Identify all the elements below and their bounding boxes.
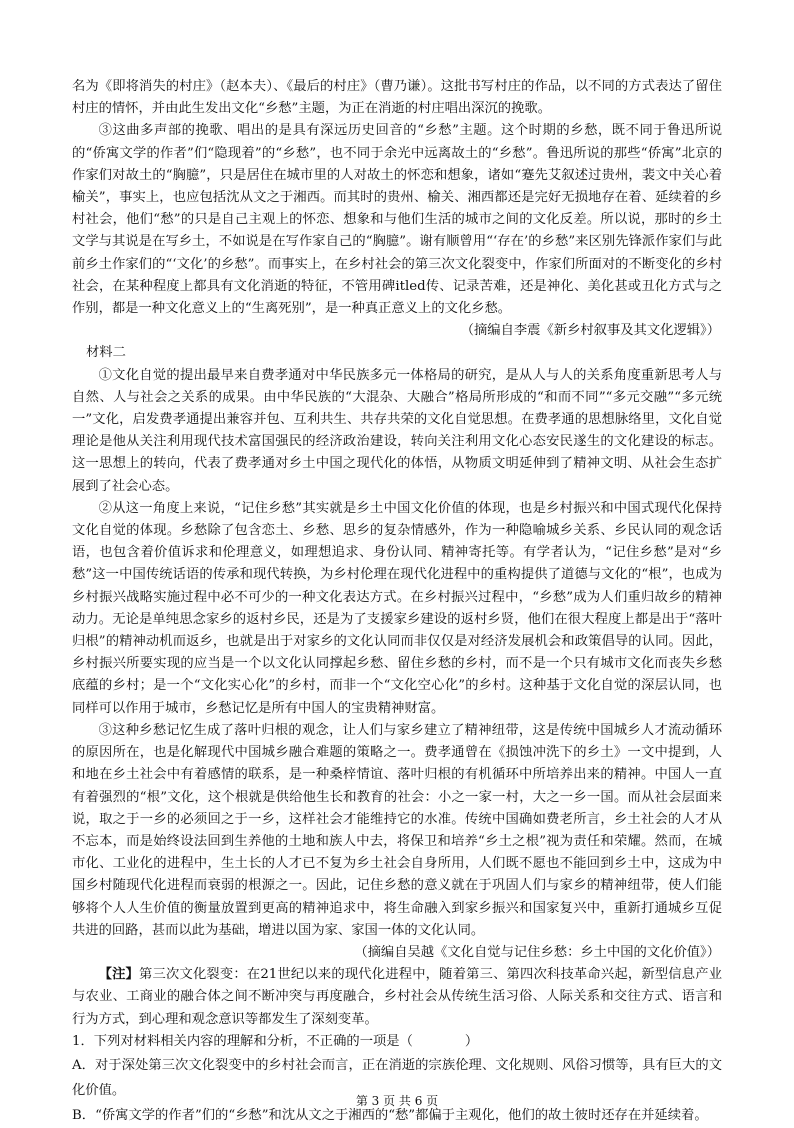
page-footer: 第 3 页 共 6 页 bbox=[355, 1094, 439, 1108]
note bbox=[72, 964, 722, 1031]
paragraph-m2-1: ①文化自觉的提出最早来自费孝通对中华民族多元一体格局的研究，是从人与人的关系角度重新思考人与自然、人与社会之关系的成果。由中华民族的“大混杂、大融合”格局所形成的“和而不同”“多元交融”“多元统一”文化，启发费孝通提出兼容并包、互利共生、共存共荣的文化自觉思想。在费孝通的思想脉络里，文化自觉理论是他从关注利用现代技术富国强民的经济政治建设，转向关注利用文化心态安民遂生的文化建设的标志。这一思想上的转向，代表了费孝通对乡土中国之现代化的体悟，从物质文明延伸到了精神文明、从社会生态扩展到了社会心态。 bbox=[72, 367, 722, 494]
question-stem-text: 1．下列对材料相关内容的理解和分析，不正确的一项是（ bbox=[72, 1033, 413, 1049]
question-1-stem bbox=[72, 1031, 722, 1053]
question-stem-end: ） bbox=[464, 1033, 479, 1049]
option-a: A．对于深处第三次文化裂变中的乡村社会而言，正在消逝的宗族伦理、文化规则、风俗习惯等，具有巨大的文化价值。 bbox=[72, 1057, 722, 1098]
source-citation-2: （摘编自吴越《文化自觉与记住乡愁：乡土中国的文化价值》） bbox=[354, 944, 720, 960]
material-heading: 材料二 bbox=[86, 345, 126, 361]
source-citation-1: （摘编自李震《新乡村叙事及其文化逻辑》） bbox=[460, 323, 720, 339]
paragraph-intro: 名为《即将消失的村庄》（赵本夫）、《最后的村庄》（曹乃谦）。这批书写村庄的作品，以不同的方式表达了留住村庄的情怀，并由此生发出文化“乡愁”主题，为正在消逝的村庄唱出深沉的挽歌。 bbox=[72, 79, 722, 117]
note-label: 【注】 bbox=[98, 967, 140, 983]
paragraph-m2-3: ③这种乡愁记忆生成了落叶归根的观念，让人们与家乡建立了精神纽带，这是传统中国城乡人才流动循环的原因所在，也是化解现代中国城乡融合难题的策略之一。费孝通曾在《损蚀冲洗下的乡土》一文中提到，人和地在乡土社会中有着感情的联系，是一种桑梓情谊、落叶归根的有机循环中所培养出来的精神。中国人一直有着强烈的“根”文化，这个根就是供给他生长和教育的社会：小之一家一村，大之一乡一国。而从社会层面来说，取之于一乡的必须回之于一乡，这样社会才能维持它的水准。传统中国确如费老所言，乡土社会的人才从不忘本，而是始终设法回到生养他的土地和族人中去，将保卫和培养“乡土之根”视为责任和荣耀。然而，在城市化、工业化的进程中，生土长的人才已不复为乡土社会自身所用，人们既不愿也不能回到乡土中，这成为中国乡村随现代化进程而衰弱的根源之一。因此，记住乡愁的意义就在于巩固人们与家乡的精神纽带，使人们能够将个人人生价值的衡量放置到更高的精神追求中，将生命融入到家乡振兴和国家复兴中，重新打通城乡互促共进的回路，甚而以此为基础，增进以国为家、家国一体的文化认同。 bbox=[72, 722, 722, 938]
paragraph-m1-3: ③这曲多声部的挽歌、唱出的是具有深远历史回音的“乡愁”主题。这个时期的乡愁，既不同于鲁迅所说的“侨寓文学的作者”们“隐现着”的“乡愁”，也不同于余光中远离故土的“乡愁”。鲁迅所说的那些“侨寓”北京的作家们对故土的“胸臆”，只是居住在城市里的人对故土的怀恋和想象，诸如“蹇先艾叙述过贵州，裴文中关心着榆关”，事实上，也应包括沈从文之于湘西。而其时的贵州、榆关、湘西都还是完好无损地存在着、延续着的乡村社会，他们“愁”的只是自己主观上的怀恋、想象和与他们生活的城市之间的文化反差。所以说，那时的乡土文学与其说是在写乡土，不如说是在写作家自己的“胸臆”。谢有顺曾用“‘存在’的乡愁”来区别先锋派作家们与此前乡土作家们的“‘文化’的乡愁”。而事实上，在乡村社会的第三次文化裂变中，作家们所面对的不断变化的乡村社会，在某种程度上都具有文化消逝的特征，不管用碑itled传、记录苦难，还是神化、美化甚或丑化方式与之作别，都是一种文化意义上的“生离死别”，是一种真正意义上的文化乡愁。 bbox=[72, 123, 722, 317]
paragraph-m2-2: ②从这一角度上来说，“记住乡愁”其实就是乡土中国文化价值的体现，也是乡村振兴和中国式现代化保持文化自觉的体现。乡愁除了包含恋土、乡愁、思乡的复杂情感外，作为一种隐喻城乡关系、乡民认同的观念话语，也包含着价值诉求和伦理意义，如理想追求、身份认同、精神寄托等。有学者认为，“记住乡愁”是对“乡愁”这一中国传统话语的传承和现代转换，为乡村伦理在现代化进程中的重构提供了道德与文化的“根”，也成为乡村振兴战略实施过程中必不可少的一种文化表达方式。在乡村振兴过程中，“乡愁”成为人们重归故乡的精神动力。无论是单纯思念家乡的返村乡民，还是为了支援家乡建设的返村乡贤，他们在很大程度上都是出于“落叶归根”的精神动机而返乡，也就是出于对家乡的文化认同而非仅仅是对经济发展机会和政策倡导的认同。因此，乡村振兴所要实现的应当是一个以文化认同撑起乡愁、留住乡愁的乡村，而不是一个只有城市文化而丧失乡愁底蕴的乡村；是一个“文化实心化”的乡村，而非一个“文化空心化”的乡村。这种基于文化自觉的深层认同，也同样可以作用于城市，乡愁记忆是所有中国人的宝贵精神财富。 bbox=[72, 500, 722, 716]
option-b: B．“侨寓文学的作者”们的“乡愁”和沈从文之于湘西的“愁”都偏于主观化，他们的故土彼时还存在并延续着。 bbox=[72, 1107, 708, 1123]
note-text: 第三次文化裂变：在21世纪以来的现代化进程中，随着第三、第四次科技革命兴起，新型信息产业与农业、工商业的融合体之间不断冲突与再度融合，乡村社会从传统生活习俗、人际关系和交往方式、语言和行为方式，到心理和观念意识等都发生了深刻变革。 bbox=[72, 967, 723, 1027]
document-page bbox=[72, 76, 722, 1128]
